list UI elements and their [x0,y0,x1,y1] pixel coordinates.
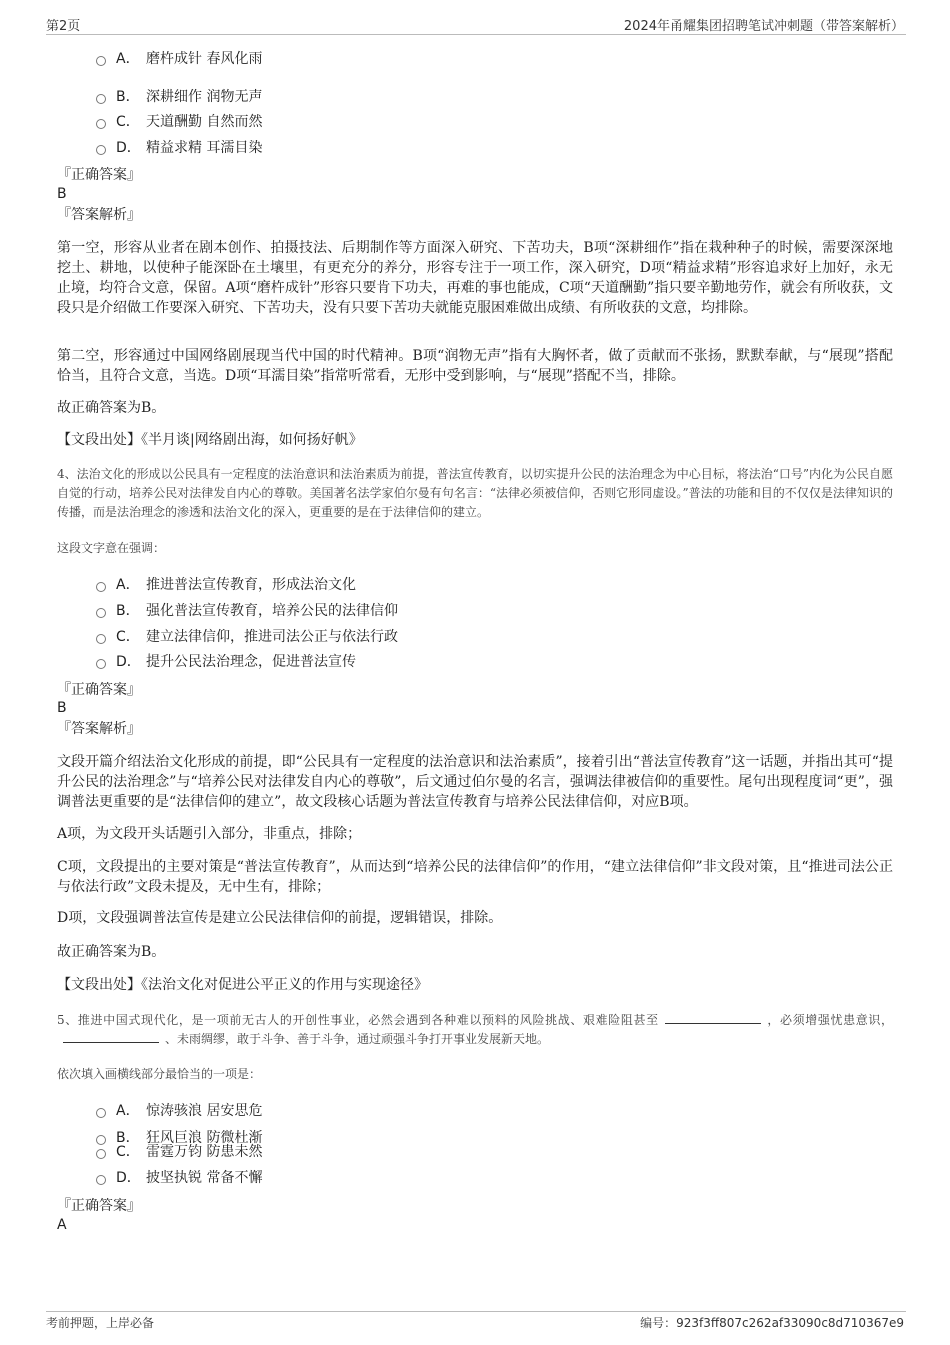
q5-correct-answer-label: 『正确答案』 [57,1198,141,1214]
q4-question-stem: 这段文字意在强调： [57,541,166,555]
q3-option-a[interactable]: A． 磨杵成针 春风化雨 [96,49,262,69]
q4-analysis-label: 『答案解析』 [57,721,141,737]
q3-option-c[interactable]: C． 天道酬勤 自然而然 [96,112,262,132]
radio-icon[interactable] [96,1175,106,1185]
radio-icon[interactable] [96,1149,106,1159]
q3-correct-answer-label: 『正确答案』 [57,167,141,183]
document-title: 2024年甬耀集团招聘笔试冲刺题（带答案解析） [623,19,904,34]
q3-analysis-label: 『答案解析』 [57,207,141,223]
q4-option-a[interactable]: A． 推进普法宣传教育，形成法治文化 [96,575,356,595]
radio-icon[interactable] [96,94,106,104]
fill-blank-1[interactable] [665,1011,761,1024]
radio-icon[interactable] [96,1108,106,1118]
q4-analysis-option-d: D项，文段强调普法宣传是建立公民法律信仰的前提，逻辑错误，排除。 [57,910,503,926]
q4-question-text: 4、法治文化的形成以公民具有一定程度的法治意识和法治素质为前提，普法宣传教育，以切实提升公民的法治理念为中心目标，将法治“口号”内化为公民自愿自觉的行动，培养公民对法律发自内心的尊敬。美国著名法学家伯尔曼有句名言：“法律必须被信仰，否则它形同虚设。”普法的功能和目的不仅仅是法律知识的传播，而是法治理念的渗透和法治文化的深入，更重要的是在于法律信仰的建立。 [57,467,893,519]
radio-icon[interactable] [96,659,106,669]
q5-question-stem: 依次填入画横线部分最恰当的一项是： [57,1067,262,1081]
q5-option-d[interactable]: D． 披坚执锐 常备不懈 [96,1168,262,1188]
q3-analysis-paragraph-1: 第一空，形容从业者在剧本创作、拍摄技法、后期制作等方面深入研究、下苦功夫，B项“深耕细作”指在栽种种子的时候，需要深深地挖土、耕地，以使种子能深卧在土壤里，有更充分的养分，形容专注于一项工作，深入研究，D项“精益求精”形容追求好上加好，永无止境，均符合文意，保留。A项“磨杵成针”形容只要肯下功夫，再难的事也能成，C项“天道酬勤”指只要辛勤地劳作，就会有所收获，文段只是介绍做工作要深入研究、下苦功夫，没有只要下苦功夫就能克服困难做出成绩、有所收获的文意，均排除。 [57,240,893,316]
q5-option-c[interactable]: C． 雷霆万钧 防患未然 [96,1142,262,1162]
q4-analysis-option-a: A项，为文段开头话题引入部分，非重点，排除； [57,826,362,842]
q4-correct-answer: B [57,700,67,716]
q4-option-b[interactable]: B． 强化普法宣传教育，培养公民的法律信仰 [96,601,398,621]
radio-icon[interactable] [96,634,106,644]
fill-blank-2[interactable] [63,1030,159,1043]
q4-option-d[interactable]: D． 提升公民法治理念，促进普法宣传 [96,652,356,672]
q5-option-a[interactable]: A． 惊涛骇浪 居安思危 [96,1101,262,1121]
q3-analysis-paragraph-2: 第二空，形容通过中国网络剧展现当代中国的时代精神。B项“润物无声”指有大胸怀者，做了贡献而不张扬，默默奉献，与“展现”搭配恰当，且符合文意，当选。D项“耳濡目染”指常听常看，无形中受到影响，与“展现”搭配不当，排除。 [57,348,893,384]
q5-option-b[interactable]: B． 狂风巨浪 防微杜渐 [96,1128,262,1148]
q4-correct-answer-label: 『正确答案』 [57,682,141,698]
q3-analysis-conclusion: 故正确答案为B。 [57,400,166,416]
q5-correct-answer: A [57,1217,67,1233]
q4-analysis-paragraph-1: 文段开篇介绍法治文化形成的前提，即“公民具有一定程度的法治意识和法治素质”，接着引出“普法宣传教育”这一话题，并指出其可“提升公民的法治理念”与“培养公民对法律发自内心的尊敬”，后文通过伯尔曼的名言，强调法律被信仰的重要性。尾句出现程度词“更”，强调普法更重要的是“法律信仰的建立”，故文段核心话题为普法宣传教育与培养公民法律信仰，对应B项。 [57,754,893,810]
radio-icon[interactable] [96,119,106,129]
q4-option-c[interactable]: C． 建立法律信仰，推进司法公正与依法行政 [96,627,398,647]
footer-slogan: 考前押题，上岸必备 [46,1316,155,1330]
radio-icon[interactable] [96,582,106,592]
radio-icon[interactable] [96,145,106,155]
q3-source: 【文段出处】《半月谈|网络剧出海，如何扬好帆》 [57,432,363,448]
q4-source: 【文段出处】《法治文化对促进公平正义的作用与实现途径》 [57,977,428,993]
q3-option-d[interactable]: D． 精益求精 耳濡目染 [96,138,262,158]
radio-icon[interactable] [96,608,106,618]
radio-icon[interactable] [96,56,106,66]
document-code: 编号：923f3ff807c262af33090c8d710367e9 [640,1316,904,1330]
footer-divider [46,1311,906,1312]
q5-question-text: 5、推进中国式现代化，是一项前无古人的开创性事业，必然会遇到各种难以预料的风险挑战、艰难险阻甚至 ，必须增强忧患意识，、未雨绸缪，敢于斗争、善于斗争，通过顽强斗争打开事业发展新天地。 [57,1013,893,1046]
q3-correct-answer: B [57,186,67,202]
q3-option-b[interactable]: B． 深耕细作 润物无声 [96,87,262,107]
page-number: 第2页 [46,19,81,34]
q4-analysis-conclusion: 故正确答案为B。 [57,944,166,960]
header-divider [46,34,906,35]
q4-analysis-option-c: C项，文段提出的主要对策是“普法宣传教育”，从而达到“培养公民的法律信仰”的作用，“建立法律信仰”非文段对策，且“推进司法公正与依法行政”文段未提及，无中生有，排除； [57,859,893,895]
